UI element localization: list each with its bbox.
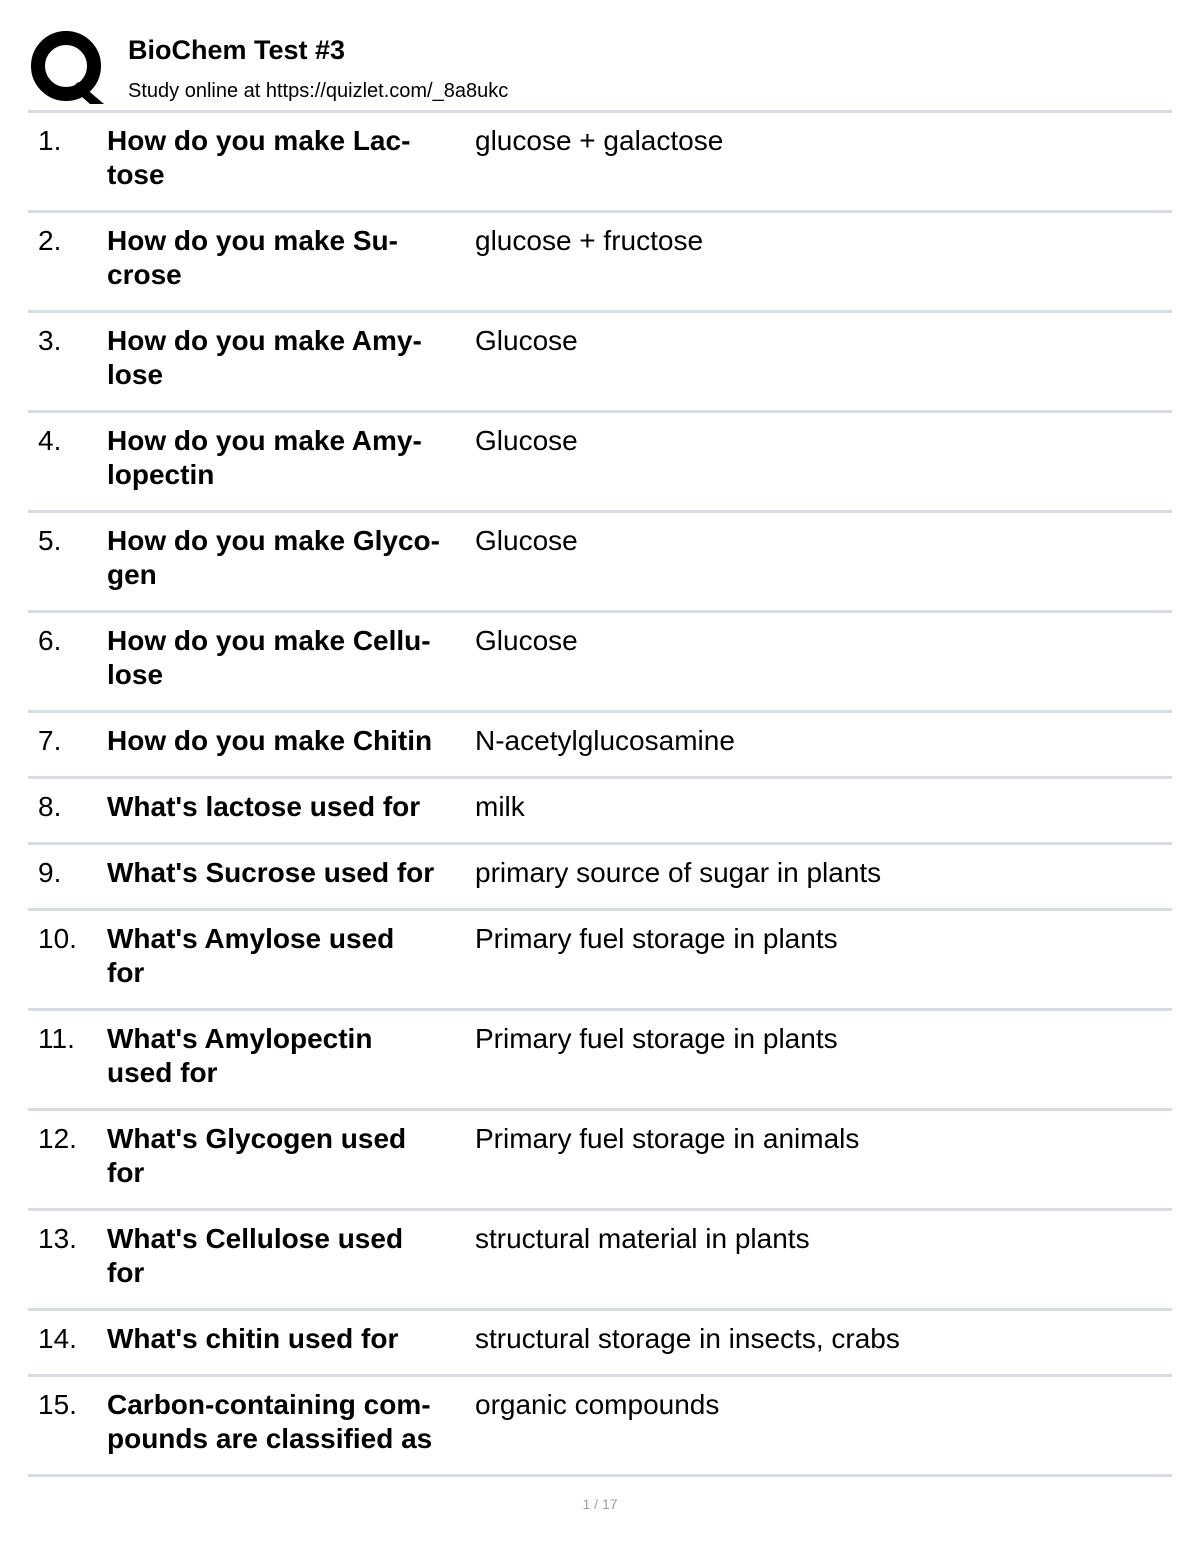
flashcard-number: 1. bbox=[38, 125, 62, 156]
flashcard-term bbox=[107, 224, 469, 292]
flashcard-term bbox=[107, 1388, 469, 1456]
flashcard-term bbox=[107, 1122, 469, 1190]
flashcard-number: 5. bbox=[38, 525, 62, 556]
flashcard-row bbox=[28, 1211, 1172, 1311]
flashcard-term-line: How do you make Su- bbox=[107, 225, 398, 256]
flashcard-row bbox=[28, 1011, 1172, 1111]
flashcard-term bbox=[107, 624, 469, 692]
flashcard-term-line: How do you make Glyco- bbox=[107, 525, 440, 556]
flashcard-row bbox=[28, 513, 1172, 613]
flashcard-definition: N-acetylglucosamine bbox=[475, 725, 735, 756]
flashcard-term-line: How do you make Chitin bbox=[107, 725, 433, 756]
flashcard-row bbox=[28, 313, 1172, 413]
flashcard-term-line: Carbon-containing com- bbox=[107, 1389, 431, 1420]
flashcard-term-line: What's Sucrose used for bbox=[107, 857, 435, 888]
flashcard-term-line: What's Amylose used bbox=[107, 923, 395, 954]
flashcard-term-line: How do you make Amy- bbox=[107, 325, 422, 356]
flashcard-term-line: pounds are classified as bbox=[107, 1423, 433, 1454]
flashcard-definition: milk bbox=[475, 791, 525, 822]
flashcard-row bbox=[28, 713, 1172, 779]
flashcard-row bbox=[28, 1377, 1172, 1477]
flashcard-number: 4. bbox=[38, 425, 62, 456]
flashcard-term bbox=[107, 424, 469, 492]
flashcard-term-line: What's Cellulose used bbox=[107, 1223, 404, 1254]
flashcard-definition: Primary fuel storage in animals bbox=[475, 1123, 860, 1154]
flashcard-number: 10. bbox=[38, 923, 77, 954]
flashcard-term-line: What's Glycogen used bbox=[107, 1123, 407, 1154]
flashcard-definition: Glucose bbox=[475, 525, 578, 556]
flashcard-definition: Glucose bbox=[475, 325, 578, 356]
flashcard-number: 9. bbox=[38, 857, 62, 888]
flashcard-definition: glucose + galactose bbox=[475, 125, 724, 156]
flashcard-term-line: What's lactose used for bbox=[107, 791, 421, 822]
flashcard-term bbox=[107, 724, 469, 758]
flashcard-term-line: lose bbox=[107, 659, 164, 690]
flashcard-number: 8. bbox=[38, 791, 62, 822]
flashcard-row bbox=[28, 911, 1172, 1011]
flashcard-number: 3. bbox=[38, 325, 62, 356]
flashcard-term-line: for bbox=[107, 957, 145, 988]
flashcard-number: 15. bbox=[38, 1389, 77, 1420]
flashcard-number: 7. bbox=[38, 725, 62, 756]
page-number: 1 / 17 bbox=[582, 1496, 618, 1512]
flashcard-definition: organic compounds bbox=[475, 1389, 720, 1420]
flashcard-row bbox=[28, 845, 1172, 911]
flashcard-term bbox=[107, 856, 469, 890]
flashcard-row bbox=[28, 213, 1172, 313]
flashcard-definition: primary source of sugar in plants bbox=[475, 857, 882, 888]
flashcard-row bbox=[28, 1311, 1172, 1377]
flashcard-row bbox=[28, 779, 1172, 845]
flashcard-number: 13. bbox=[38, 1223, 77, 1254]
flashcard-row bbox=[28, 113, 1172, 213]
flashcard-number: 6. bbox=[38, 625, 62, 656]
flashcard-term-line: used for bbox=[107, 1057, 218, 1088]
flashcard-definition: structural storage in insects, crabs bbox=[475, 1323, 900, 1354]
flashcard-term-line: crose bbox=[107, 259, 182, 290]
flashcard-list bbox=[28, 113, 1172, 1477]
flashcard-definition: Primary fuel storage in plants bbox=[475, 1023, 838, 1054]
flashcard-definition: Glucose bbox=[475, 625, 578, 656]
flashcard-term-line: What's Amylopectin bbox=[107, 1023, 373, 1054]
study-online-link[interactable]: Study online at https://quizlet.com/_8a8ukc bbox=[128, 80, 509, 102]
flashcard-term bbox=[107, 790, 469, 824]
flashcard-definition: structural material in plants bbox=[475, 1223, 810, 1254]
flashcard-number: 12. bbox=[38, 1123, 77, 1154]
flashcard-term bbox=[107, 1222, 469, 1290]
flashcard-term-line: tose bbox=[107, 159, 165, 190]
flashcard-term-line: How do you make Amy- bbox=[107, 425, 422, 456]
flashcard-term-line: for bbox=[107, 1157, 145, 1188]
flashcard-term-line: for bbox=[107, 1257, 145, 1288]
flashcard-term-line: How do you make Lac- bbox=[107, 125, 411, 156]
flashcard-row bbox=[28, 613, 1172, 713]
flashcard-row bbox=[28, 1111, 1172, 1211]
quizlet-logo-icon bbox=[30, 30, 106, 106]
flashcard-definition: Glucose bbox=[475, 425, 578, 456]
flashcard-term-line: lose bbox=[107, 359, 164, 390]
flashcard-term bbox=[107, 524, 469, 592]
flashcard-term-line: gen bbox=[107, 559, 157, 590]
flashcard-number: 11. bbox=[38, 1023, 75, 1054]
flashcard-term bbox=[107, 1322, 469, 1356]
flashcard-term-line: lopectin bbox=[107, 459, 215, 490]
page-title: BioChem Test #3 bbox=[128, 35, 346, 65]
flashcard-number: 2. bbox=[38, 225, 62, 256]
flashcard-term bbox=[107, 1022, 469, 1090]
flashcard-term bbox=[107, 124, 469, 192]
document-header bbox=[28, 30, 1172, 110]
flashcard-definition: glucose + fructose bbox=[475, 225, 704, 256]
flashcard-number: 14. bbox=[38, 1323, 77, 1354]
flashcard-definition: Primary fuel storage in plants bbox=[475, 923, 838, 954]
flashcard-term-line: What's chitin used for bbox=[107, 1323, 399, 1354]
flashcard-term-line: How do you make Cellu- bbox=[107, 625, 431, 656]
flashcard-term bbox=[107, 922, 469, 990]
flashcard-row bbox=[28, 413, 1172, 513]
flashcard-term bbox=[107, 324, 469, 392]
